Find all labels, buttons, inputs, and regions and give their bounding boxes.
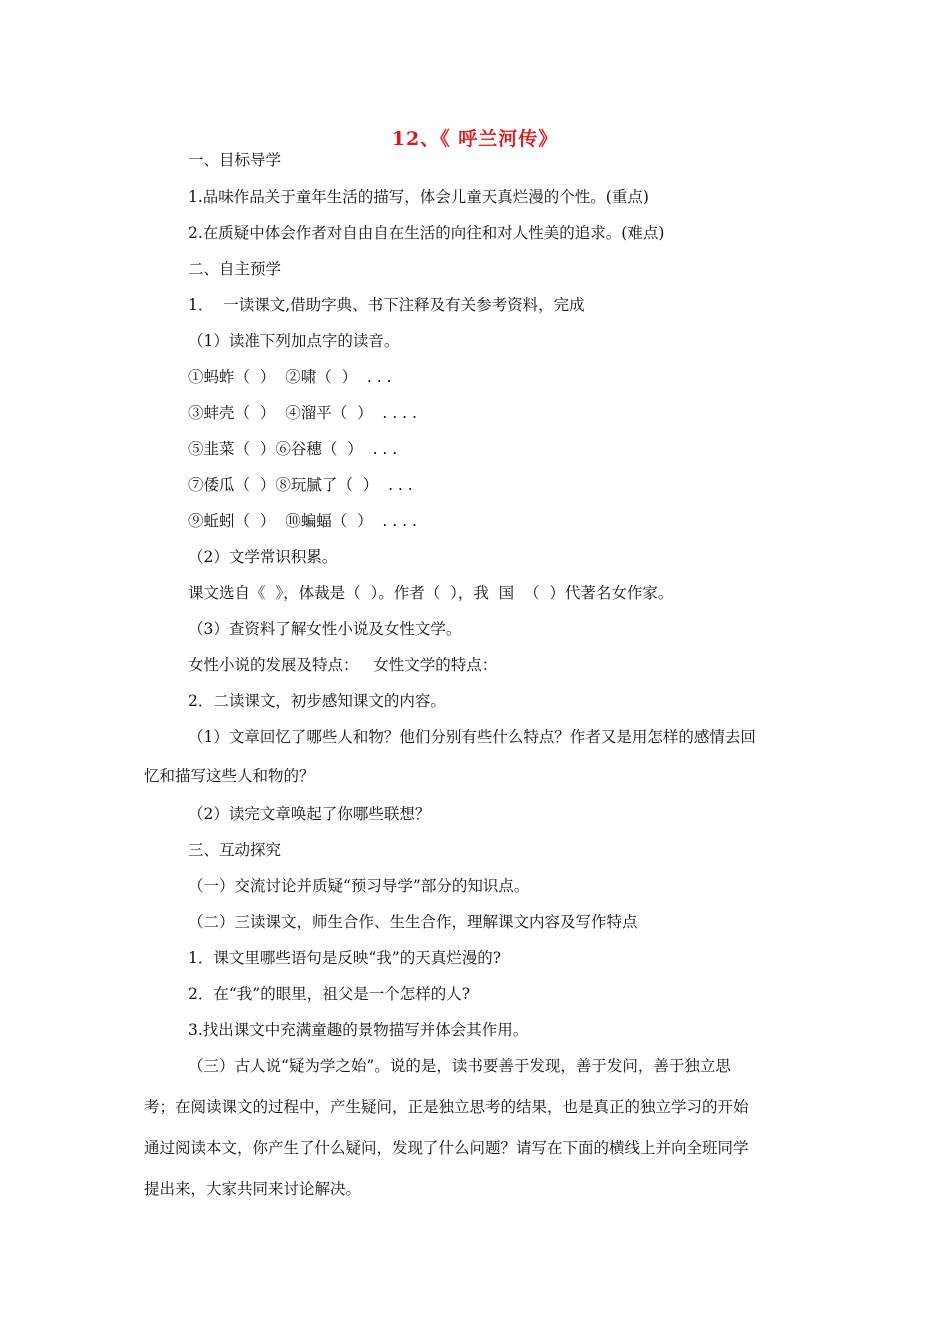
inquiry-1: （一）交流讨论并质疑“预习导学”部分的知识点。 — [188, 877, 530, 895]
section-heading-2: 二、自主预学 — [188, 260, 282, 278]
preview-step-2: 2．二读课文，初步感知课文的内容。 — [188, 692, 446, 710]
inquiry-3-line4: 提出来，大家共同来讨论解决。 — [144, 1180, 362, 1198]
preview-step-2b: （2）读完文章唤起了你哪些联想？ — [188, 805, 431, 823]
preview-step-1: 1． 一读课文,借助字典、书下注释及有关参考资料，完成 — [188, 296, 585, 314]
section-heading-3: 三、互动探究 — [188, 841, 282, 859]
word-line-2: ③蚌壳（ ） ④溜平（ ） . . . . — [188, 404, 417, 422]
inquiry-2-q2: 2．在“我”的眼里，祖父是一个怎样的人? — [188, 985, 471, 1003]
preview-step-2a-line1: （1）文章回忆了哪些人和物？他们分别有些什么特点？作者又是用怎样的感情去回 — [188, 728, 756, 746]
inquiry-2-q3: 3.找出课文中充满童趣的景物描写并体会其作用。 — [188, 1021, 529, 1039]
word-line-3: ⑤韭菜（ ）⑥谷穗（ ） . . . — [188, 440, 398, 458]
female-literature-text: 女性小说的发展及特点： 女性文学的特点： — [188, 656, 498, 674]
inquiry-3-line2: 考；在阅读课文的过程中，产生疑问，正是独立思考的结果，也是真正的独立学习的开始 — [144, 1098, 749, 1116]
goal-1: 1.品味作品关于童年生活的描写，体会儿童天真烂漫的个性。(重点) — [188, 188, 649, 206]
word-line-1: ①蚂蚱（ ） ②啸（ ） . . . — [188, 368, 392, 386]
preview-step-1b: （2）文学常识积累。 — [188, 548, 338, 566]
preview-step-2a-line2: 忆和描写这些人和物的？ — [144, 767, 315, 785]
preview-step-1c: （3）查资料了解女性小说及女性文学。 — [188, 620, 462, 638]
literary-knowledge-text: 课文选自《 》，体裁是（ ）。作者（ ），我 国 （ ）代著名女作家。 — [188, 584, 674, 602]
preview-step-1a: （1）读准下列加点字的读音。 — [188, 332, 400, 350]
inquiry-2-q1: 1．课文里哪些语句是反映“我”的天真烂漫的? — [188, 949, 502, 967]
goal-2: 2.在质疑中体会作者对自由自在生活的向往和对人性美的追求。(难点) — [188, 224, 665, 242]
word-line-5: ⑨蚯蚓（ ） ⑩蝙蝠（ ） . . . . — [188, 512, 417, 530]
inquiry-3-line1: （三）古人说“疑为学之始”。说的是，读书要善于发现，善于发问，善于独立思 — [188, 1057, 731, 1075]
inquiry-2: （二）三读课文，师生合作、生生合作，理解课文内容及写作特点 — [188, 913, 638, 931]
page-title: 12、《 呼兰河传》 — [391, 128, 559, 150]
section-heading-1: 一、目标导学 — [188, 151, 282, 169]
inquiry-3-line3: 通过阅读本文，你产生了什么疑问，发现了什么问题？请写在下面的横线上并向全班同学 — [144, 1139, 749, 1157]
word-line-4: ⑦倭瓜（ ）⑧玩腻了（ ） . . . — [188, 476, 413, 494]
